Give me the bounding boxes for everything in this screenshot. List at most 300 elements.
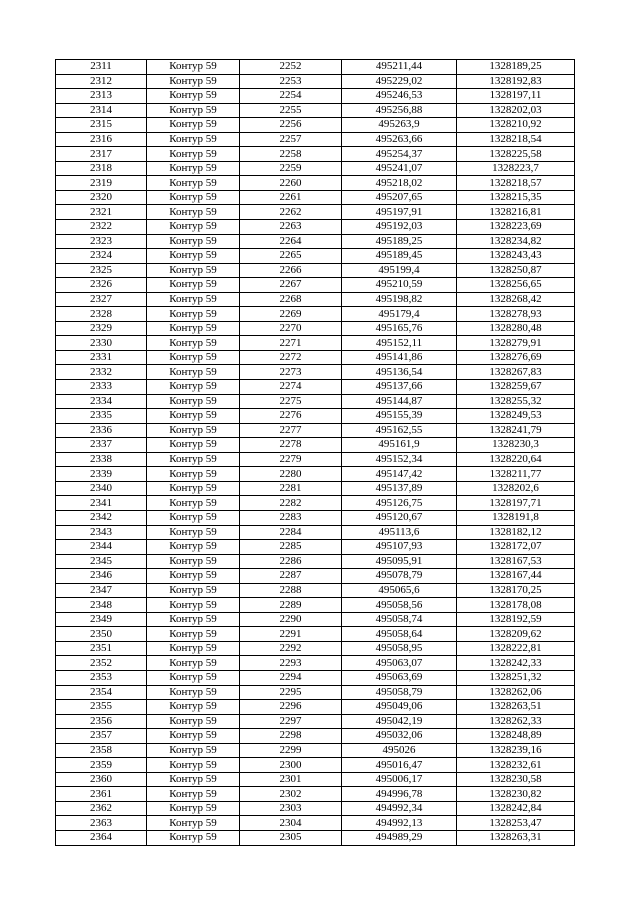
table-row <box>56 161 575 176</box>
table-row <box>56 205 575 220</box>
y-coordinate-cell: 1328210,92 <box>457 118 575 133</box>
y-coordinate-cell: 1328182,12 <box>457 525 575 540</box>
table-row <box>56 496 575 511</box>
point-number-cell: 2285 <box>240 540 342 555</box>
y-coordinate-cell: 1328220,64 <box>457 452 575 467</box>
table-row <box>56 554 575 569</box>
point-number-cell: 2261 <box>240 190 342 205</box>
x-coordinate-cell: 495095,91 <box>342 554 457 569</box>
contour-name-cell: Контур 59 <box>147 350 240 365</box>
point-number-cell: 2270 <box>240 321 342 336</box>
x-coordinate-cell: 495218,02 <box>342 176 457 191</box>
point-number-cell: 2280 <box>240 467 342 482</box>
y-coordinate-cell: 1328255,32 <box>457 394 575 409</box>
table-row <box>56 758 575 773</box>
y-coordinate-cell: 1328191,8 <box>457 510 575 525</box>
point-number-cell: 2268 <box>240 292 342 307</box>
contour-name-cell: Контур 59 <box>147 743 240 758</box>
table-row <box>56 525 575 540</box>
x-coordinate-cell: 495263,9 <box>342 118 457 133</box>
point-number-cell: 2276 <box>240 409 342 424</box>
table-row <box>56 510 575 525</box>
x-coordinate-cell: 495016,47 <box>342 758 457 773</box>
y-coordinate-cell: 1328197,71 <box>457 496 575 511</box>
table-row <box>56 365 575 380</box>
y-coordinate-cell: 1328232,61 <box>457 758 575 773</box>
row-number-cell: 2350 <box>56 627 147 642</box>
x-coordinate-cell: 495058,79 <box>342 685 457 700</box>
table-row <box>56 598 575 613</box>
contour-name-cell: Контур 59 <box>147 205 240 220</box>
y-coordinate-cell: 1328250,87 <box>457 263 575 278</box>
table-row <box>56 700 575 715</box>
contour-name-cell: Контур 59 <box>147 714 240 729</box>
x-coordinate-cell: 495058,64 <box>342 627 457 642</box>
contour-name-cell: Контур 59 <box>147 89 240 104</box>
row-number-cell: 2363 <box>56 816 147 831</box>
contour-name-cell: Контур 59 <box>147 190 240 205</box>
point-number-cell: 2279 <box>240 452 342 467</box>
contour-name-cell: Контур 59 <box>147 685 240 700</box>
y-coordinate-cell: 1328262,33 <box>457 714 575 729</box>
x-coordinate-cell: 495065,6 <box>342 583 457 598</box>
contour-name-cell: Контур 59 <box>147 321 240 336</box>
row-number-cell: 2352 <box>56 656 147 671</box>
table-row <box>56 670 575 685</box>
point-number-cell: 2303 <box>240 801 342 816</box>
x-coordinate-cell: 495042,19 <box>342 714 457 729</box>
x-coordinate-cell: 495198,82 <box>342 292 457 307</box>
point-number-cell: 2289 <box>240 598 342 613</box>
point-number-cell: 2291 <box>240 627 342 642</box>
table-row <box>56 190 575 205</box>
x-coordinate-cell: 495026 <box>342 743 457 758</box>
contour-name-cell: Контур 59 <box>147 234 240 249</box>
row-number-cell: 2337 <box>56 438 147 453</box>
table-row <box>56 772 575 787</box>
row-number-cell: 2346 <box>56 569 147 584</box>
y-coordinate-cell: 1328218,54 <box>457 132 575 147</box>
row-number-cell: 2333 <box>56 380 147 395</box>
contour-name-cell: Контур 59 <box>147 394 240 409</box>
y-coordinate-cell: 1328170,25 <box>457 583 575 598</box>
y-coordinate-cell: 1328223,69 <box>457 220 575 235</box>
x-coordinate-cell: 494992,34 <box>342 801 457 816</box>
contour-name-cell: Контур 59 <box>147 583 240 598</box>
contour-name-cell: Контур 59 <box>147 729 240 744</box>
point-number-cell: 2262 <box>240 205 342 220</box>
contour-name-cell: Контур 59 <box>147 656 240 671</box>
contour-name-cell: Контур 59 <box>147 758 240 773</box>
y-coordinate-cell: 1328278,93 <box>457 307 575 322</box>
row-number-cell: 2326 <box>56 278 147 293</box>
x-coordinate-cell: 495049,06 <box>342 700 457 715</box>
y-coordinate-cell: 1328241,79 <box>457 423 575 438</box>
row-number-cell: 2341 <box>56 496 147 511</box>
x-coordinate-cell: 495263,66 <box>342 132 457 147</box>
table-row <box>56 583 575 598</box>
point-number-cell: 2295 <box>240 685 342 700</box>
y-coordinate-cell: 1328192,59 <box>457 612 575 627</box>
x-coordinate-cell: 495141,86 <box>342 350 457 365</box>
row-number-cell: 2320 <box>56 190 147 205</box>
table-row <box>56 394 575 409</box>
x-coordinate-cell: 495063,07 <box>342 656 457 671</box>
row-number-cell: 2336 <box>56 423 147 438</box>
y-coordinate-cell: 1328276,69 <box>457 350 575 365</box>
point-number-cell: 2269 <box>240 307 342 322</box>
point-number-cell: 2304 <box>240 816 342 831</box>
table-row <box>56 801 575 816</box>
row-number-cell: 2324 <box>56 249 147 264</box>
contour-name-cell: Контур 59 <box>147 409 240 424</box>
table-row <box>56 350 575 365</box>
table-row <box>56 612 575 627</box>
row-number-cell: 2328 <box>56 307 147 322</box>
point-number-cell: 2299 <box>240 743 342 758</box>
coordinates-table-body <box>56 60 575 846</box>
table-row <box>56 438 575 453</box>
y-coordinate-cell: 1328225,58 <box>457 147 575 162</box>
table-row <box>56 220 575 235</box>
point-number-cell: 2292 <box>240 641 342 656</box>
row-number-cell: 2364 <box>56 830 147 845</box>
point-number-cell: 2287 <box>240 569 342 584</box>
row-number-cell: 2316 <box>56 132 147 147</box>
y-coordinate-cell: 1328197,11 <box>457 89 575 104</box>
contour-name-cell: Контур 59 <box>147 540 240 555</box>
y-coordinate-cell: 1328242,33 <box>457 656 575 671</box>
table-row <box>56 263 575 278</box>
contour-name-cell: Контур 59 <box>147 496 240 511</box>
x-coordinate-cell: 495192,03 <box>342 220 457 235</box>
y-coordinate-cell: 1328243,43 <box>457 249 575 264</box>
contour-name-cell: Контур 59 <box>147 554 240 569</box>
contour-name-cell: Контур 59 <box>147 307 240 322</box>
table-row <box>56 641 575 656</box>
x-coordinate-cell: 495155,39 <box>342 409 457 424</box>
contour-name-cell: Контур 59 <box>147 569 240 584</box>
contour-name-cell: Контур 59 <box>147 249 240 264</box>
point-number-cell: 2281 <box>240 481 342 496</box>
x-coordinate-cell: 495107,93 <box>342 540 457 555</box>
contour-name-cell: Контур 59 <box>147 612 240 627</box>
table-row <box>56 743 575 758</box>
table-row <box>56 423 575 438</box>
contour-name-cell: Контур 59 <box>147 525 240 540</box>
x-coordinate-cell: 495256,88 <box>342 103 457 118</box>
y-coordinate-cell: 1328279,91 <box>457 336 575 351</box>
y-coordinate-cell: 1328178,08 <box>457 598 575 613</box>
y-coordinate-cell: 1328223,7 <box>457 161 575 176</box>
contour-name-cell: Контур 59 <box>147 816 240 831</box>
y-coordinate-cell: 1328218,57 <box>457 176 575 191</box>
row-number-cell: 2357 <box>56 729 147 744</box>
row-number-cell: 2319 <box>56 176 147 191</box>
y-coordinate-cell: 1328211,77 <box>457 467 575 482</box>
table-row <box>56 89 575 104</box>
row-number-cell: 2313 <box>56 89 147 104</box>
y-coordinate-cell: 1328202,6 <box>457 481 575 496</box>
y-coordinate-cell: 1328192,83 <box>457 74 575 89</box>
table-row <box>56 467 575 482</box>
y-coordinate-cell: 1328189,25 <box>457 60 575 75</box>
row-number-cell: 2343 <box>56 525 147 540</box>
y-coordinate-cell: 1328230,58 <box>457 772 575 787</box>
point-number-cell: 2258 <box>240 147 342 162</box>
y-coordinate-cell: 1328268,42 <box>457 292 575 307</box>
point-number-cell: 2278 <box>240 438 342 453</box>
y-coordinate-cell: 1328251,32 <box>457 670 575 685</box>
y-coordinate-cell: 1328172,07 <box>457 540 575 555</box>
point-number-cell: 2298 <box>240 729 342 744</box>
contour-name-cell: Контур 59 <box>147 830 240 845</box>
row-number-cell: 2340 <box>56 481 147 496</box>
table-row <box>56 147 575 162</box>
table-row <box>56 569 575 584</box>
point-number-cell: 2253 <box>240 74 342 89</box>
point-number-cell: 2267 <box>240 278 342 293</box>
row-number-cell: 2344 <box>56 540 147 555</box>
x-coordinate-cell: 495207,65 <box>342 190 457 205</box>
y-coordinate-cell: 1328267,83 <box>457 365 575 380</box>
y-coordinate-cell: 1328259,67 <box>457 380 575 395</box>
row-number-cell: 2331 <box>56 350 147 365</box>
point-number-cell: 2290 <box>240 612 342 627</box>
table-row <box>56 321 575 336</box>
x-coordinate-cell: 495120,67 <box>342 510 457 525</box>
row-number-cell: 2347 <box>56 583 147 598</box>
table-row <box>56 60 575 75</box>
row-number-cell: 2329 <box>56 321 147 336</box>
table-row <box>56 103 575 118</box>
row-number-cell: 2312 <box>56 74 147 89</box>
row-number-cell: 2332 <box>56 365 147 380</box>
point-number-cell: 2286 <box>240 554 342 569</box>
x-coordinate-cell: 495152,34 <box>342 452 457 467</box>
x-coordinate-cell: 495032,06 <box>342 729 457 744</box>
table-row <box>56 816 575 831</box>
point-number-cell: 2301 <box>240 772 342 787</box>
row-number-cell: 2351 <box>56 641 147 656</box>
row-number-cell: 2321 <box>56 205 147 220</box>
point-number-cell: 2260 <box>240 176 342 191</box>
row-number-cell: 2345 <box>56 554 147 569</box>
point-number-cell: 2284 <box>240 525 342 540</box>
x-coordinate-cell: 495211,44 <box>342 60 457 75</box>
x-coordinate-cell: 495058,95 <box>342 641 457 656</box>
row-number-cell: 2353 <box>56 670 147 685</box>
table-row <box>56 714 575 729</box>
table-row <box>56 481 575 496</box>
x-coordinate-cell: 495136,54 <box>342 365 457 380</box>
x-coordinate-cell: 494989,29 <box>342 830 457 845</box>
contour-name-cell: Контур 59 <box>147 147 240 162</box>
contour-name-cell: Контур 59 <box>147 438 240 453</box>
contour-name-cell: Контур 59 <box>147 627 240 642</box>
table-row <box>56 627 575 642</box>
point-number-cell: 2259 <box>240 161 342 176</box>
table-row <box>56 336 575 351</box>
row-number-cell: 2315 <box>56 118 147 133</box>
y-coordinate-cell: 1328263,51 <box>457 700 575 715</box>
table-row <box>56 249 575 264</box>
contour-name-cell: Контур 59 <box>147 176 240 191</box>
x-coordinate-cell: 495161,9 <box>342 438 457 453</box>
table-row <box>56 830 575 845</box>
row-number-cell: 2359 <box>56 758 147 773</box>
table-row <box>56 656 575 671</box>
x-coordinate-cell: 495152,11 <box>342 336 457 351</box>
x-coordinate-cell: 495137,89 <box>342 481 457 496</box>
y-coordinate-cell: 1328167,44 <box>457 569 575 584</box>
x-coordinate-cell: 495006,17 <box>342 772 457 787</box>
y-coordinate-cell: 1328248,89 <box>457 729 575 744</box>
x-coordinate-cell: 495179,4 <box>342 307 457 322</box>
contour-name-cell: Контур 59 <box>147 700 240 715</box>
point-number-cell: 2255 <box>240 103 342 118</box>
table-row <box>56 234 575 249</box>
row-number-cell: 2361 <box>56 787 147 802</box>
row-number-cell: 2354 <box>56 685 147 700</box>
table-row <box>56 292 575 307</box>
point-number-cell: 2272 <box>240 350 342 365</box>
row-number-cell: 2339 <box>56 467 147 482</box>
contour-name-cell: Контур 59 <box>147 452 240 467</box>
table-row <box>56 685 575 700</box>
row-number-cell: 2325 <box>56 263 147 278</box>
contour-name-cell: Контур 59 <box>147 670 240 685</box>
contour-name-cell: Контур 59 <box>147 74 240 89</box>
point-number-cell: 2264 <box>240 234 342 249</box>
x-coordinate-cell: 495058,74 <box>342 612 457 627</box>
point-number-cell: 2256 <box>240 118 342 133</box>
x-coordinate-cell: 495189,45 <box>342 249 457 264</box>
point-number-cell: 2252 <box>240 60 342 75</box>
y-coordinate-cell: 1328230,82 <box>457 787 575 802</box>
row-number-cell: 2311 <box>56 60 147 75</box>
x-coordinate-cell: 495241,07 <box>342 161 457 176</box>
row-number-cell: 2330 <box>56 336 147 351</box>
y-coordinate-cell: 1328256,65 <box>457 278 575 293</box>
contour-name-cell: Контур 59 <box>147 103 240 118</box>
contour-name-cell: Контур 59 <box>147 365 240 380</box>
x-coordinate-cell: 495165,76 <box>342 321 457 336</box>
point-number-cell: 2294 <box>240 670 342 685</box>
x-coordinate-cell: 495199,4 <box>342 263 457 278</box>
y-coordinate-cell: 1328263,31 <box>457 830 575 845</box>
point-number-cell: 2296 <box>240 700 342 715</box>
contour-name-cell: Контур 59 <box>147 481 240 496</box>
row-number-cell: 2358 <box>56 743 147 758</box>
table-row <box>56 380 575 395</box>
y-coordinate-cell: 1328209,62 <box>457 627 575 642</box>
table-row <box>56 74 575 89</box>
contour-name-cell: Контур 59 <box>147 801 240 816</box>
row-number-cell: 2323 <box>56 234 147 249</box>
y-coordinate-cell: 1328262,06 <box>457 685 575 700</box>
contour-name-cell: Контур 59 <box>147 220 240 235</box>
row-number-cell: 2322 <box>56 220 147 235</box>
point-number-cell: 2266 <box>240 263 342 278</box>
point-number-cell: 2275 <box>240 394 342 409</box>
row-number-cell: 2314 <box>56 103 147 118</box>
y-coordinate-cell: 1328242,84 <box>457 801 575 816</box>
contour-name-cell: Контур 59 <box>147 510 240 525</box>
contour-name-cell: Контур 59 <box>147 641 240 656</box>
table-row <box>56 176 575 191</box>
contour-name-cell: Контур 59 <box>147 118 240 133</box>
row-number-cell: 2334 <box>56 394 147 409</box>
x-coordinate-cell: 495197,91 <box>342 205 457 220</box>
point-number-cell: 2302 <box>240 787 342 802</box>
contour-name-cell: Контур 59 <box>147 132 240 147</box>
y-coordinate-cell: 1328216,81 <box>457 205 575 220</box>
row-number-cell: 2335 <box>56 409 147 424</box>
x-coordinate-cell: 495246,53 <box>342 89 457 104</box>
point-number-cell: 2265 <box>240 249 342 264</box>
x-coordinate-cell: 495229,02 <box>342 74 457 89</box>
point-number-cell: 2282 <box>240 496 342 511</box>
row-number-cell: 2342 <box>56 510 147 525</box>
x-coordinate-cell: 495063,69 <box>342 670 457 685</box>
contour-name-cell: Контур 59 <box>147 380 240 395</box>
x-coordinate-cell: 495078,79 <box>342 569 457 584</box>
row-number-cell: 2348 <box>56 598 147 613</box>
y-coordinate-cell: 1328239,16 <box>457 743 575 758</box>
table-row <box>56 409 575 424</box>
contour-name-cell: Контур 59 <box>147 292 240 307</box>
table-row <box>56 132 575 147</box>
y-coordinate-cell: 1328222,81 <box>457 641 575 656</box>
y-coordinate-cell: 1328253,47 <box>457 816 575 831</box>
table-row <box>56 787 575 802</box>
x-coordinate-cell: 494996,78 <box>342 787 457 802</box>
x-coordinate-cell: 495126,75 <box>342 496 457 511</box>
y-coordinate-cell: 1328230,3 <box>457 438 575 453</box>
x-coordinate-cell: 495147,42 <box>342 467 457 482</box>
table-row <box>56 452 575 467</box>
point-number-cell: 2283 <box>240 510 342 525</box>
point-number-cell: 2263 <box>240 220 342 235</box>
contour-name-cell: Контур 59 <box>147 423 240 438</box>
row-number-cell: 2349 <box>56 612 147 627</box>
y-coordinate-cell: 1328215,35 <box>457 190 575 205</box>
table-row <box>56 278 575 293</box>
contour-name-cell: Контур 59 <box>147 598 240 613</box>
row-number-cell: 2355 <box>56 700 147 715</box>
table-row <box>56 729 575 744</box>
x-coordinate-cell: 495162,55 <box>342 423 457 438</box>
y-coordinate-cell: 1328280,48 <box>457 321 575 336</box>
contour-name-cell: Контур 59 <box>147 467 240 482</box>
table-row <box>56 540 575 555</box>
table-row <box>56 307 575 322</box>
table-row <box>56 118 575 133</box>
row-number-cell: 2362 <box>56 801 147 816</box>
x-coordinate-cell: 495144,87 <box>342 394 457 409</box>
point-number-cell: 2274 <box>240 380 342 395</box>
coordinates-table <box>55 59 575 846</box>
y-coordinate-cell: 1328167,53 <box>457 554 575 569</box>
point-number-cell: 2293 <box>240 656 342 671</box>
point-number-cell: 2273 <box>240 365 342 380</box>
point-number-cell: 2297 <box>240 714 342 729</box>
point-number-cell: 2271 <box>240 336 342 351</box>
contour-name-cell: Контур 59 <box>147 161 240 176</box>
point-number-cell: 2277 <box>240 423 342 438</box>
contour-name-cell: Контур 59 <box>147 263 240 278</box>
